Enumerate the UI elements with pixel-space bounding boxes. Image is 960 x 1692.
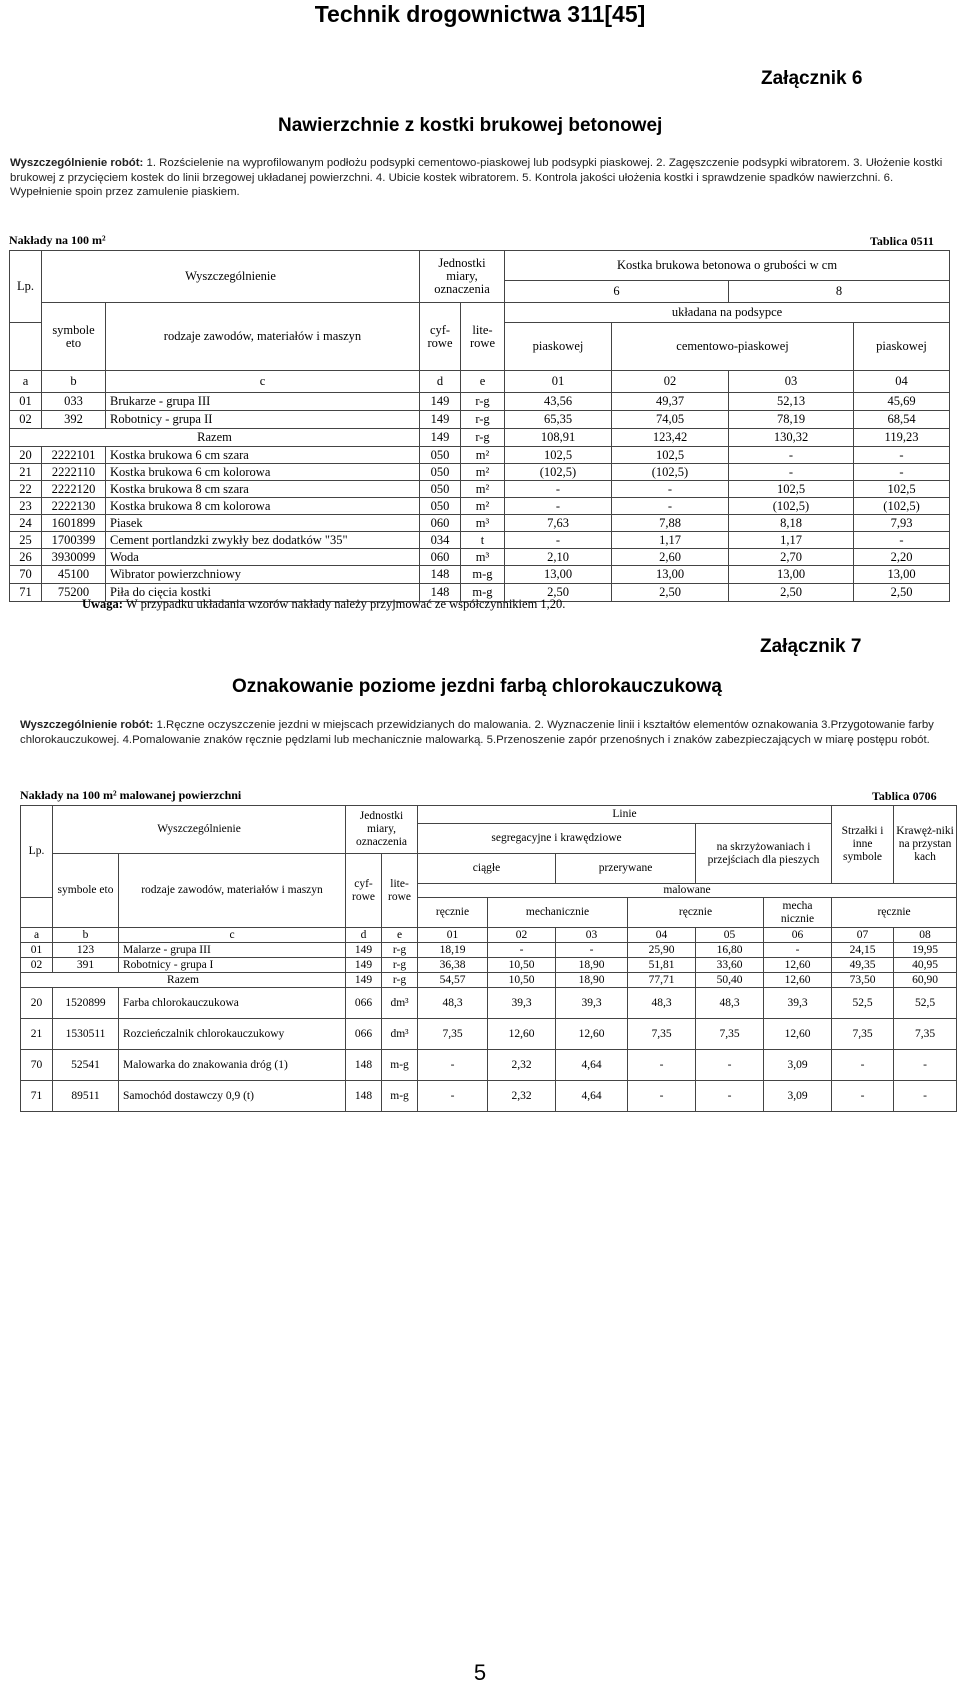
- table-cell: 03: [556, 928, 628, 943]
- table-cell: -: [505, 532, 612, 549]
- table-cell: 7,63: [505, 515, 612, 532]
- table-cell: 7,35: [832, 1019, 894, 1050]
- table-cell: Piasek: [106, 515, 420, 532]
- description-label: Wyszczególnienie robót:: [20, 719, 154, 731]
- table-cell: 148: [346, 1050, 382, 1081]
- table-cell: 2,20: [854, 549, 950, 566]
- table-cell: Kostka brukowa 6 cm kolorowa: [106, 464, 420, 481]
- razem-label: Razem: [21, 973, 346, 988]
- table-cell: dm³: [382, 1019, 418, 1050]
- table-0706-caption-right: Tablica 0706: [872, 789, 937, 803]
- header-col-04: piaskowej: [854, 323, 950, 371]
- header-malowane: malowane: [418, 884, 957, 898]
- description-label: Wyszczególnienie robót:: [10, 157, 144, 169]
- table-cell: m-g: [382, 1081, 418, 1112]
- table-cell: 066: [346, 988, 382, 1019]
- table-cell: 74,05: [612, 411, 729, 429]
- table-cell: 39,3: [556, 988, 628, 1019]
- page-number: 5: [473, 1660, 487, 1685]
- table-cell: Woda: [106, 549, 420, 566]
- table-cell: 4,64: [556, 1050, 628, 1081]
- table-cell: (102,5): [612, 464, 729, 481]
- table-cell: 2222101: [42, 447, 106, 464]
- table-cell: r-g: [461, 411, 505, 429]
- header-literowe: lite-rowe: [461, 303, 505, 371]
- table-cell: 21: [10, 464, 42, 481]
- header-linie: Linie: [418, 806, 832, 824]
- table-cell: 2,32: [488, 1081, 556, 1112]
- attachment-7-description: [20, 718, 950, 747]
- note-text: W przypadku układania wzorów nakłady należy przyjmować ze współczynnikiem 1,20.: [122, 597, 566, 611]
- table-cell: 3,09: [764, 1081, 832, 1112]
- table-cell: -: [894, 1050, 957, 1081]
- table-cell: 7,35: [696, 1019, 764, 1050]
- table-row: [10, 447, 950, 464]
- table-cell: 130,32: [729, 429, 854, 447]
- table-cell: 2,50: [612, 584, 729, 602]
- table-cell: Robotnicy - grupa I: [119, 958, 346, 973]
- table-cell: Kostka brukowa 6 cm szara: [106, 447, 420, 464]
- table-cell: 7,93: [854, 515, 950, 532]
- table-cell: 73,50: [832, 973, 894, 988]
- header-literowe: lite-rowe: [382, 854, 418, 928]
- table-cell: 102,5: [729, 481, 854, 498]
- table-cell: 05: [696, 928, 764, 943]
- table-cell: 75200: [42, 584, 106, 602]
- table-cell: 034: [420, 532, 461, 549]
- table-cell: 04: [854, 371, 950, 393]
- table-cell: 066: [346, 1019, 382, 1050]
- table-row: [21, 1019, 957, 1050]
- table-cell: 1,17: [612, 532, 729, 549]
- header-rodzaje: rodzaje zawodów, materiałów i maszyn: [106, 303, 420, 371]
- table-cell: 1700399: [42, 532, 106, 549]
- table-cell: 01: [21, 943, 53, 958]
- table-cell: 8,18: [729, 515, 854, 532]
- table-0511-note: [82, 597, 565, 612]
- table-cell: 2222130: [42, 498, 106, 515]
- header-jednostki: Jednostki miary, oznaczenia: [420, 251, 505, 303]
- table-cell: 7,88: [612, 515, 729, 532]
- table-cell: -: [764, 943, 832, 958]
- table-cell: 26: [10, 549, 42, 566]
- header-cyfrowe: cyf-rowe: [420, 303, 461, 371]
- table-cell: -: [418, 1081, 488, 1112]
- table-cell: 33,60: [696, 958, 764, 973]
- table-cell: t: [461, 532, 505, 549]
- header-krawezniki: Krawęż-niki na przystan kach: [894, 806, 957, 884]
- table-cell: 39,3: [488, 988, 556, 1019]
- table-cell: m³: [461, 515, 505, 532]
- table-cell: 2,50: [505, 584, 612, 602]
- table-cell: b: [42, 371, 106, 393]
- attachment-6-label: Załącznik 6: [761, 68, 863, 89]
- table-cell: 060: [420, 515, 461, 532]
- header-mechanicznie: mechanicznie: [488, 898, 628, 928]
- table-cell: m³: [461, 549, 505, 566]
- table-cell: m²: [461, 464, 505, 481]
- table-cell: 02: [488, 928, 556, 943]
- table-row: [21, 1050, 957, 1081]
- table-cell: 45,69: [854, 393, 950, 411]
- table-cell: 1530511: [53, 1019, 119, 1050]
- table-cell: c: [119, 928, 346, 943]
- table-row: [10, 566, 950, 584]
- header-strzalki: Strzałki i inne symbole: [832, 806, 894, 884]
- header-wyszczegolnienie: Wyszczególnienie: [42, 251, 420, 303]
- attachment-7-title: Oznakowanie poziome jezdni farbą chlorokauczukową: [232, 676, 722, 697]
- table-cell: 49,37: [612, 393, 729, 411]
- table-cell: 52,13: [729, 393, 854, 411]
- table-cell: 392: [42, 411, 106, 429]
- table-cell: 2,70: [729, 549, 854, 566]
- table-cell: 08: [894, 928, 957, 943]
- table-cell: 51,81: [628, 958, 696, 973]
- table-row: [10, 411, 950, 429]
- table-cell: -: [505, 498, 612, 515]
- table-cell: 03: [729, 371, 854, 393]
- table-cell: 2222110: [42, 464, 106, 481]
- table-cell: Malarze - grupa III: [119, 943, 346, 958]
- table-cell: 70: [21, 1050, 53, 1081]
- table-cell: 43,56: [505, 393, 612, 411]
- table-cell: Farba chlorokauczukowa: [119, 988, 346, 1019]
- table-cell: 1520899: [53, 988, 119, 1019]
- header-symbole: symbole eto: [42, 303, 106, 371]
- header-lp-blank: [10, 323, 42, 371]
- header-recznie-1: ręcznie: [418, 898, 488, 928]
- table-0511: [9, 250, 950, 602]
- table-cell: 102,5: [505, 447, 612, 464]
- table-cell: r-g: [461, 393, 505, 411]
- table-cell: 102,5: [612, 447, 729, 464]
- table-cell: 70: [10, 566, 42, 584]
- table-cell: 25,90: [628, 943, 696, 958]
- table-cell: 149: [420, 411, 461, 429]
- table-cell: Kostka brukowa 8 cm kolorowa: [106, 498, 420, 515]
- table-cell: -: [556, 943, 628, 958]
- header-mecha-nicznie: mecha nicznie: [764, 898, 832, 928]
- table-cell: -: [854, 447, 950, 464]
- table-cell: 48,3: [418, 988, 488, 1019]
- table-cell: Samochód dostawczy 0,9 (t): [119, 1081, 346, 1112]
- table-cell: 13,00: [729, 566, 854, 584]
- header-segregacyjne: segregacyjne i krawędziowe: [418, 824, 696, 854]
- table-cell: -: [729, 447, 854, 464]
- table-cell: m-g: [461, 566, 505, 584]
- table-cell: 48,3: [628, 988, 696, 1019]
- table-cell: -: [418, 1050, 488, 1081]
- table-cell: 050: [420, 447, 461, 464]
- table-cell: 02: [21, 958, 53, 973]
- table-cell: 77,71: [628, 973, 696, 988]
- razem-label: Razem: [10, 429, 420, 447]
- table-cell: 01: [418, 928, 488, 943]
- table-cell: 12,60: [764, 1019, 832, 1050]
- table-cell: (102,5): [729, 498, 854, 515]
- table-cell: 23: [10, 498, 42, 515]
- table-row: [21, 1081, 957, 1112]
- note-label: Uwaga:: [82, 597, 123, 611]
- table-cell: 149: [346, 958, 382, 973]
- table-cell: 2,50: [729, 584, 854, 602]
- table-cell: 52,5: [832, 988, 894, 1019]
- table-cell: 12,60: [556, 1019, 628, 1050]
- table-cell: 10,50: [488, 973, 556, 988]
- table-cell: Rozcieńczalnik chlorokauczukowy: [119, 1019, 346, 1050]
- table-cell: 52,5: [894, 988, 957, 1019]
- table-cell: e: [461, 371, 505, 393]
- table-cell: -: [628, 1081, 696, 1112]
- table-cell: -: [832, 1050, 894, 1081]
- table-cell: 148: [420, 584, 461, 602]
- page-title: Technik drogownictwa 311[45]: [314, 1, 646, 27]
- table-cell: 04: [628, 928, 696, 943]
- table-cell: 2222120: [42, 481, 106, 498]
- table-cell: 02: [10, 411, 42, 429]
- table-cell: 1,17: [729, 532, 854, 549]
- table-cell: 2,32: [488, 1050, 556, 1081]
- table-cell: -: [854, 532, 950, 549]
- header-col-02-03: cementowo-piaskowej: [612, 323, 854, 371]
- table-cell: 20: [21, 988, 53, 1019]
- table-cell: r-g: [382, 943, 418, 958]
- table-cell: -: [612, 498, 729, 515]
- table-cell: d: [346, 928, 382, 943]
- table-row: [10, 393, 950, 411]
- table-row: [10, 549, 950, 566]
- table-cell: r-g: [382, 973, 418, 988]
- column-letters-row: [10, 371, 950, 393]
- table-cell: 68,54: [854, 411, 950, 429]
- table-cell: m²: [461, 481, 505, 498]
- table-cell: 060: [420, 549, 461, 566]
- table-cell: 7,35: [894, 1019, 957, 1050]
- table-cell: -: [729, 464, 854, 481]
- attachment-6-description: [10, 156, 945, 200]
- table-cell: r-g: [461, 429, 505, 447]
- table-cell: 149: [420, 429, 461, 447]
- table-cell: 149: [420, 393, 461, 411]
- table-cell: 7,35: [418, 1019, 488, 1050]
- table-cell: 102,5: [854, 481, 950, 498]
- table-cell: 1601899: [42, 515, 106, 532]
- table-cell: (102,5): [505, 464, 612, 481]
- table-cell: 54,57: [418, 973, 488, 988]
- table-cell: a: [10, 371, 42, 393]
- table-cell: -: [505, 481, 612, 498]
- table-row-razem: [21, 973, 957, 988]
- table-cell: 108,91: [505, 429, 612, 447]
- header-cyfrowe: cyf-rowe: [346, 854, 382, 928]
- table-cell: a: [21, 928, 53, 943]
- table-0511-caption-right: Tablica 0511: [870, 234, 934, 248]
- table-cell: 25: [10, 532, 42, 549]
- table-cell: 36,38: [418, 958, 488, 973]
- header-thickness-8: 8: [729, 281, 950, 303]
- table-row: [10, 464, 950, 481]
- header-jednostki: Jednostki miary, oznaczenia: [346, 806, 418, 854]
- header-recznie-2: ręcznie: [628, 898, 764, 928]
- column-letters-row: [21, 928, 957, 943]
- table-cell: 12,60: [764, 958, 832, 973]
- table-cell: e: [382, 928, 418, 943]
- table-cell: (102,5): [854, 498, 950, 515]
- table-cell: 45100: [42, 566, 106, 584]
- table-cell: 20: [10, 447, 42, 464]
- table-cell: dm³: [382, 988, 418, 1019]
- header-rodzaje: rodzaje zawodów, materiałów i maszyn: [119, 854, 346, 928]
- table-cell: d: [420, 371, 461, 393]
- table-cell: -: [894, 1081, 957, 1112]
- header-wyszczegolnienie: Wyszczególnienie: [53, 806, 346, 854]
- header-lp: Lp.: [21, 806, 53, 898]
- table-cell: 18,19: [418, 943, 488, 958]
- table-cell: 391: [53, 958, 119, 973]
- table-cell: 2,50: [854, 584, 950, 602]
- table-cell: 78,19: [729, 411, 854, 429]
- table-cell: 050: [420, 498, 461, 515]
- table-cell: m²: [461, 498, 505, 515]
- table-cell: 050: [420, 481, 461, 498]
- table-cell: 06: [764, 928, 832, 943]
- table-cell: 12,60: [764, 973, 832, 988]
- table-cell: -: [696, 1050, 764, 1081]
- attachment-7-label: Załącznik 7: [760, 636, 862, 657]
- table-cell: 52541: [53, 1050, 119, 1081]
- table-cell: -: [854, 464, 950, 481]
- table-cell: 13,00: [505, 566, 612, 584]
- table-cell: 7,35: [628, 1019, 696, 1050]
- table-cell: 49,35: [832, 958, 894, 973]
- table-cell: Malowarka do znakowania dróg (1): [119, 1050, 346, 1081]
- table-cell: 123: [53, 943, 119, 958]
- table-cell: Brukarze - grupa III: [106, 393, 420, 411]
- table-cell: 12,60: [488, 1019, 556, 1050]
- table-cell: Cement portlandzki zwykły bez dodatków "35": [106, 532, 420, 549]
- table-row: [10, 515, 950, 532]
- table-cell: Wibrator powierzchniowy: [106, 566, 420, 584]
- table-cell: 89511: [53, 1081, 119, 1112]
- header-lp-blank: [21, 898, 53, 928]
- table-cell: -: [612, 481, 729, 498]
- table-cell: 13,00: [854, 566, 950, 584]
- table-cell: m-g: [382, 1050, 418, 1081]
- table-cell: 71: [10, 584, 42, 602]
- table-cell: 16,80: [696, 943, 764, 958]
- table-row: [10, 481, 950, 498]
- table-cell: 39,3: [764, 988, 832, 1019]
- table-cell: 149: [346, 943, 382, 958]
- table-cell: -: [696, 1081, 764, 1112]
- table-row-razem: [10, 429, 950, 447]
- description-text: 1.Ręczne oczyszczenie jezdni w miejscach przewidzianych do malowania. 2. Wyznaczenie linii i kształtów elementów oznakowania 3.Przygotowanie farby chlorokauczukowej. 4.Pomalowanie znaków ręcznie pędzlami lub mechanicznie malowarką. 5.Przenoszenie zapór przenośnych i znaków zabezpieczających w miarę postępu robót.: [20, 719, 934, 746]
- table-cell: 01: [10, 393, 42, 411]
- table-cell: 149: [346, 973, 382, 988]
- table-cell: -: [832, 1081, 894, 1112]
- table-cell: m²: [461, 447, 505, 464]
- table-row: [10, 498, 950, 515]
- table-cell: 033: [42, 393, 106, 411]
- table-0706-caption-left: Nakłady na 100 m² malowanej powierzchni: [20, 788, 242, 802]
- table-cell: 13,00: [612, 566, 729, 584]
- table-row: [21, 988, 957, 1019]
- table-cell: 40,95: [894, 958, 957, 973]
- table-cell: -: [628, 1050, 696, 1081]
- table-cell: r-g: [382, 958, 418, 973]
- table-cell: 148: [420, 566, 461, 584]
- header-ciagle: ciągłe: [418, 854, 556, 884]
- table-cell: b: [53, 928, 119, 943]
- table-cell: 07: [832, 928, 894, 943]
- header-skrzyzowania: na skrzyżowaniach i przejściach dla pieszych: [696, 824, 832, 884]
- table-cell: Piła do cięcia kostki: [106, 584, 420, 602]
- table-cell: 24: [10, 515, 42, 532]
- header-thickness-6: 6: [505, 281, 729, 303]
- table-cell: 01: [505, 371, 612, 393]
- header-symbole: symbole eto: [53, 854, 119, 928]
- table-cell: 2,10: [505, 549, 612, 566]
- table-cell: 65,35: [505, 411, 612, 429]
- attachment-6-title: Nawierzchnie z kostki brukowej betonowej: [278, 115, 663, 136]
- table-cell: 10,50: [488, 958, 556, 973]
- table-cell: 18,90: [556, 958, 628, 973]
- table-row: [21, 943, 957, 958]
- table-0706: [20, 805, 957, 1112]
- table-cell: 123,42: [612, 429, 729, 447]
- table-cell: 22: [10, 481, 42, 498]
- table-cell: -: [488, 943, 556, 958]
- header-ukladana: układana na podsypce: [505, 303, 950, 323]
- table-cell: 3930099: [42, 549, 106, 566]
- table-cell: Kostka brukowa 8 cm szara: [106, 481, 420, 498]
- table-cell: 3,09: [764, 1050, 832, 1081]
- table-cell: 50,40: [696, 973, 764, 988]
- table-cell: 18,90: [556, 973, 628, 988]
- table-cell: 4,64: [556, 1081, 628, 1112]
- table-cell: 71: [21, 1081, 53, 1112]
- table-0511-caption-left: Nakłady na 100 m²: [9, 233, 106, 247]
- table-cell: 2,60: [612, 549, 729, 566]
- table-cell: m-g: [461, 584, 505, 602]
- table-cell: 050: [420, 464, 461, 481]
- table-cell: 24,15: [832, 943, 894, 958]
- table-row: [10, 532, 950, 549]
- header-col-01: piaskowej: [505, 323, 612, 371]
- header-recznie-3: ręcznie: [832, 898, 957, 928]
- table-cell: 48,3: [696, 988, 764, 1019]
- table-cell: c: [106, 371, 420, 393]
- table-cell: 60,90: [894, 973, 957, 988]
- description-text: 1. Rozścielenie na wyprofilowanym podłożu podsypki cementowo-piaskowej lub podsypki piaskowej. 2. Zagęszczenie podsypki wibratorem. 3. Ułożenie kostki brukowej z przycięciem kostek do linii brzegowej układanej powierzchni. 4. Ubicie kostek wibratorem. 5. Kontrola jakości ułożenia kostki i sprawdzenie spadków nawierzchni. 6. Wypełnienie spoin przez zamulenie piaskiem.: [10, 157, 943, 198]
- table-cell: 119,23: [854, 429, 950, 447]
- header-lp: Lp.: [10, 251, 42, 323]
- table-cell: 02: [612, 371, 729, 393]
- table-cell: 19,95: [894, 943, 957, 958]
- table-cell: 148: [346, 1081, 382, 1112]
- table-row: [21, 958, 957, 973]
- table-cell: 21: [21, 1019, 53, 1050]
- table-cell: Robotnicy - grupa II: [106, 411, 420, 429]
- header-przerywane: przerywane: [556, 854, 696, 884]
- header-kostka: Kostka brukowa betonowa o grubości w cm: [505, 251, 950, 281]
